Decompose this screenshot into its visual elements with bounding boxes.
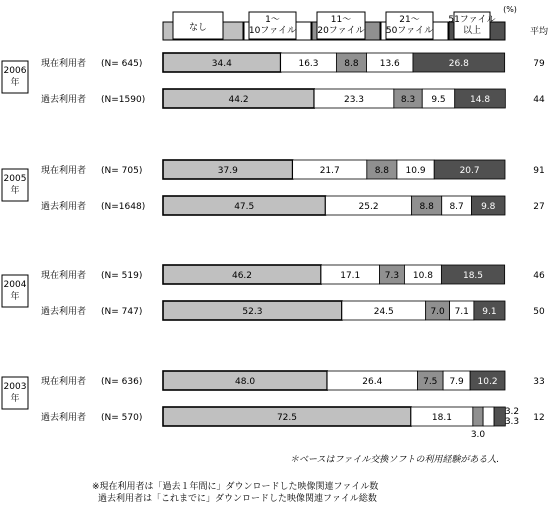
legend-label: 50ファイル bbox=[385, 26, 434, 36]
year-label: 2005 bbox=[3, 174, 27, 184]
legend-label: 11～ bbox=[330, 15, 352, 25]
year-label: 年 bbox=[10, 186, 20, 196]
year-label: 年 bbox=[10, 292, 20, 302]
note-current: ※現在利用者は「過去１年間に」ダウンロードした映像関連ファイル数 bbox=[92, 482, 379, 492]
bar-value-label: 7.5 bbox=[423, 377, 438, 387]
year-label: 年 bbox=[10, 78, 20, 88]
row-label: 過去利用者 bbox=[41, 413, 87, 423]
row-n: (N= 705) bbox=[101, 166, 143, 176]
bar-value-label: 8.8 bbox=[419, 202, 434, 212]
bar-value-label: 46.2 bbox=[231, 271, 253, 281]
bar-value-label: 44.2 bbox=[228, 95, 249, 105]
avg-header: 平均 bbox=[529, 27, 549, 37]
row-label: 現在利用者 bbox=[41, 377, 87, 387]
footnote: ＊ベースはファイル交換ソフトの利用経験がある人. bbox=[290, 455, 500, 465]
bar-value-label: 8.8 bbox=[344, 59, 359, 69]
year-label: 2006 bbox=[3, 66, 27, 76]
bar-value-label: 48.0 bbox=[235, 377, 256, 387]
bar-value-label: 10.9 bbox=[405, 166, 426, 176]
bar-segment bbox=[473, 407, 483, 426]
row-label: 現在利用者 bbox=[41, 59, 87, 69]
bar-value-label: 10.2 bbox=[477, 377, 498, 387]
row-n: (N=1648) bbox=[101, 202, 146, 212]
bar-value-label: 3.2 bbox=[504, 407, 520, 417]
bar-value-label: 14.8 bbox=[470, 95, 491, 105]
bar-value-label: 24.5 bbox=[373, 307, 394, 317]
bar-value-label: 21.7 bbox=[319, 166, 340, 176]
bar-value-label: 26.8 bbox=[448, 59, 469, 69]
year-label: 2004 bbox=[3, 280, 27, 290]
row-avg: 91 bbox=[533, 166, 545, 176]
bar-value-label: 9.5 bbox=[431, 95, 446, 105]
year-label: 年 bbox=[10, 394, 20, 404]
row-n: (N=1590) bbox=[101, 95, 146, 105]
row-label: 現在利用者 bbox=[41, 271, 87, 281]
row-label: 過去利用者 bbox=[41, 307, 87, 317]
bar-value-label: 72.5 bbox=[276, 413, 297, 423]
bar-segment bbox=[494, 407, 505, 426]
legend-label: 51ファイル bbox=[448, 15, 496, 25]
legend-label: 10ファイル bbox=[248, 26, 297, 36]
bar-value-label: 7.3 bbox=[384, 271, 400, 281]
year-label: 2003 bbox=[3, 382, 27, 392]
bar-value-label: 18.1 bbox=[431, 413, 452, 423]
bar-value-label: 16.3 bbox=[298, 59, 319, 69]
bar-value-label: 26.4 bbox=[362, 377, 383, 387]
row-avg: 79 bbox=[533, 59, 545, 69]
row-avg: 33 bbox=[533, 377, 545, 387]
row-n: (N= 636) bbox=[101, 377, 143, 387]
row-n: (N= 645) bbox=[101, 59, 143, 69]
row-avg: 44 bbox=[533, 95, 545, 105]
row-label: 現在利用者 bbox=[41, 166, 87, 176]
legend-label: 以上 bbox=[462, 26, 482, 36]
bar-value-label: 9.8 bbox=[481, 202, 496, 212]
legend-label: 20ファイル bbox=[317, 26, 365, 36]
bar-value-label: 18.5 bbox=[462, 271, 484, 281]
row-n: (N= 747) bbox=[101, 307, 143, 317]
row-label: 過去利用者 bbox=[41, 95, 87, 105]
bar-value-label: 10.8 bbox=[412, 271, 433, 281]
legend-label: 1～ bbox=[265, 15, 280, 25]
row-avg: 27 bbox=[533, 202, 545, 212]
bar-value-label: 52.3 bbox=[242, 307, 263, 317]
bar-value-label: 23.3 bbox=[343, 95, 365, 105]
row-label: 過去利用者 bbox=[41, 202, 87, 212]
bar-value-label: 34.4 bbox=[211, 59, 232, 69]
bar-value-label: 3.0 bbox=[470, 430, 486, 440]
row-avg: 50 bbox=[533, 307, 545, 317]
bar-value-label: 3.3 bbox=[504, 417, 520, 427]
bar-value-label: 7.9 bbox=[449, 377, 464, 387]
bar-value-label: 17.1 bbox=[340, 271, 361, 281]
row-avg: 46 bbox=[533, 271, 545, 281]
bar-value-label: 20.7 bbox=[459, 166, 480, 176]
bar-value-label: 8.8 bbox=[374, 166, 390, 176]
bar-value-label: 37.9 bbox=[217, 166, 238, 176]
legend-label: 21～ bbox=[399, 15, 420, 25]
row-avg: 12 bbox=[533, 413, 545, 423]
legend-label: なし bbox=[188, 23, 208, 33]
bar-value-label: 7.1 bbox=[454, 307, 469, 317]
bar-value-label: 9.1 bbox=[482, 307, 497, 317]
row-n: (N= 519) bbox=[101, 271, 143, 281]
bar-value-label: 7.0 bbox=[430, 307, 445, 317]
bar-segment bbox=[483, 407, 494, 426]
bar-value-label: 8.7 bbox=[449, 202, 464, 212]
bar-value-label: 25.2 bbox=[358, 202, 379, 212]
bar-value-label: 8.3 bbox=[400, 95, 416, 105]
bar-value-label: 47.5 bbox=[234, 202, 255, 212]
bar-value-label: 13.6 bbox=[379, 59, 400, 69]
note-past: 過去利用者は「これまでに」ダウンロードした映像関連ファイル総数 bbox=[98, 494, 377, 504]
row-n: (N= 570) bbox=[101, 413, 143, 423]
percent-unit: (%) bbox=[503, 5, 517, 14]
